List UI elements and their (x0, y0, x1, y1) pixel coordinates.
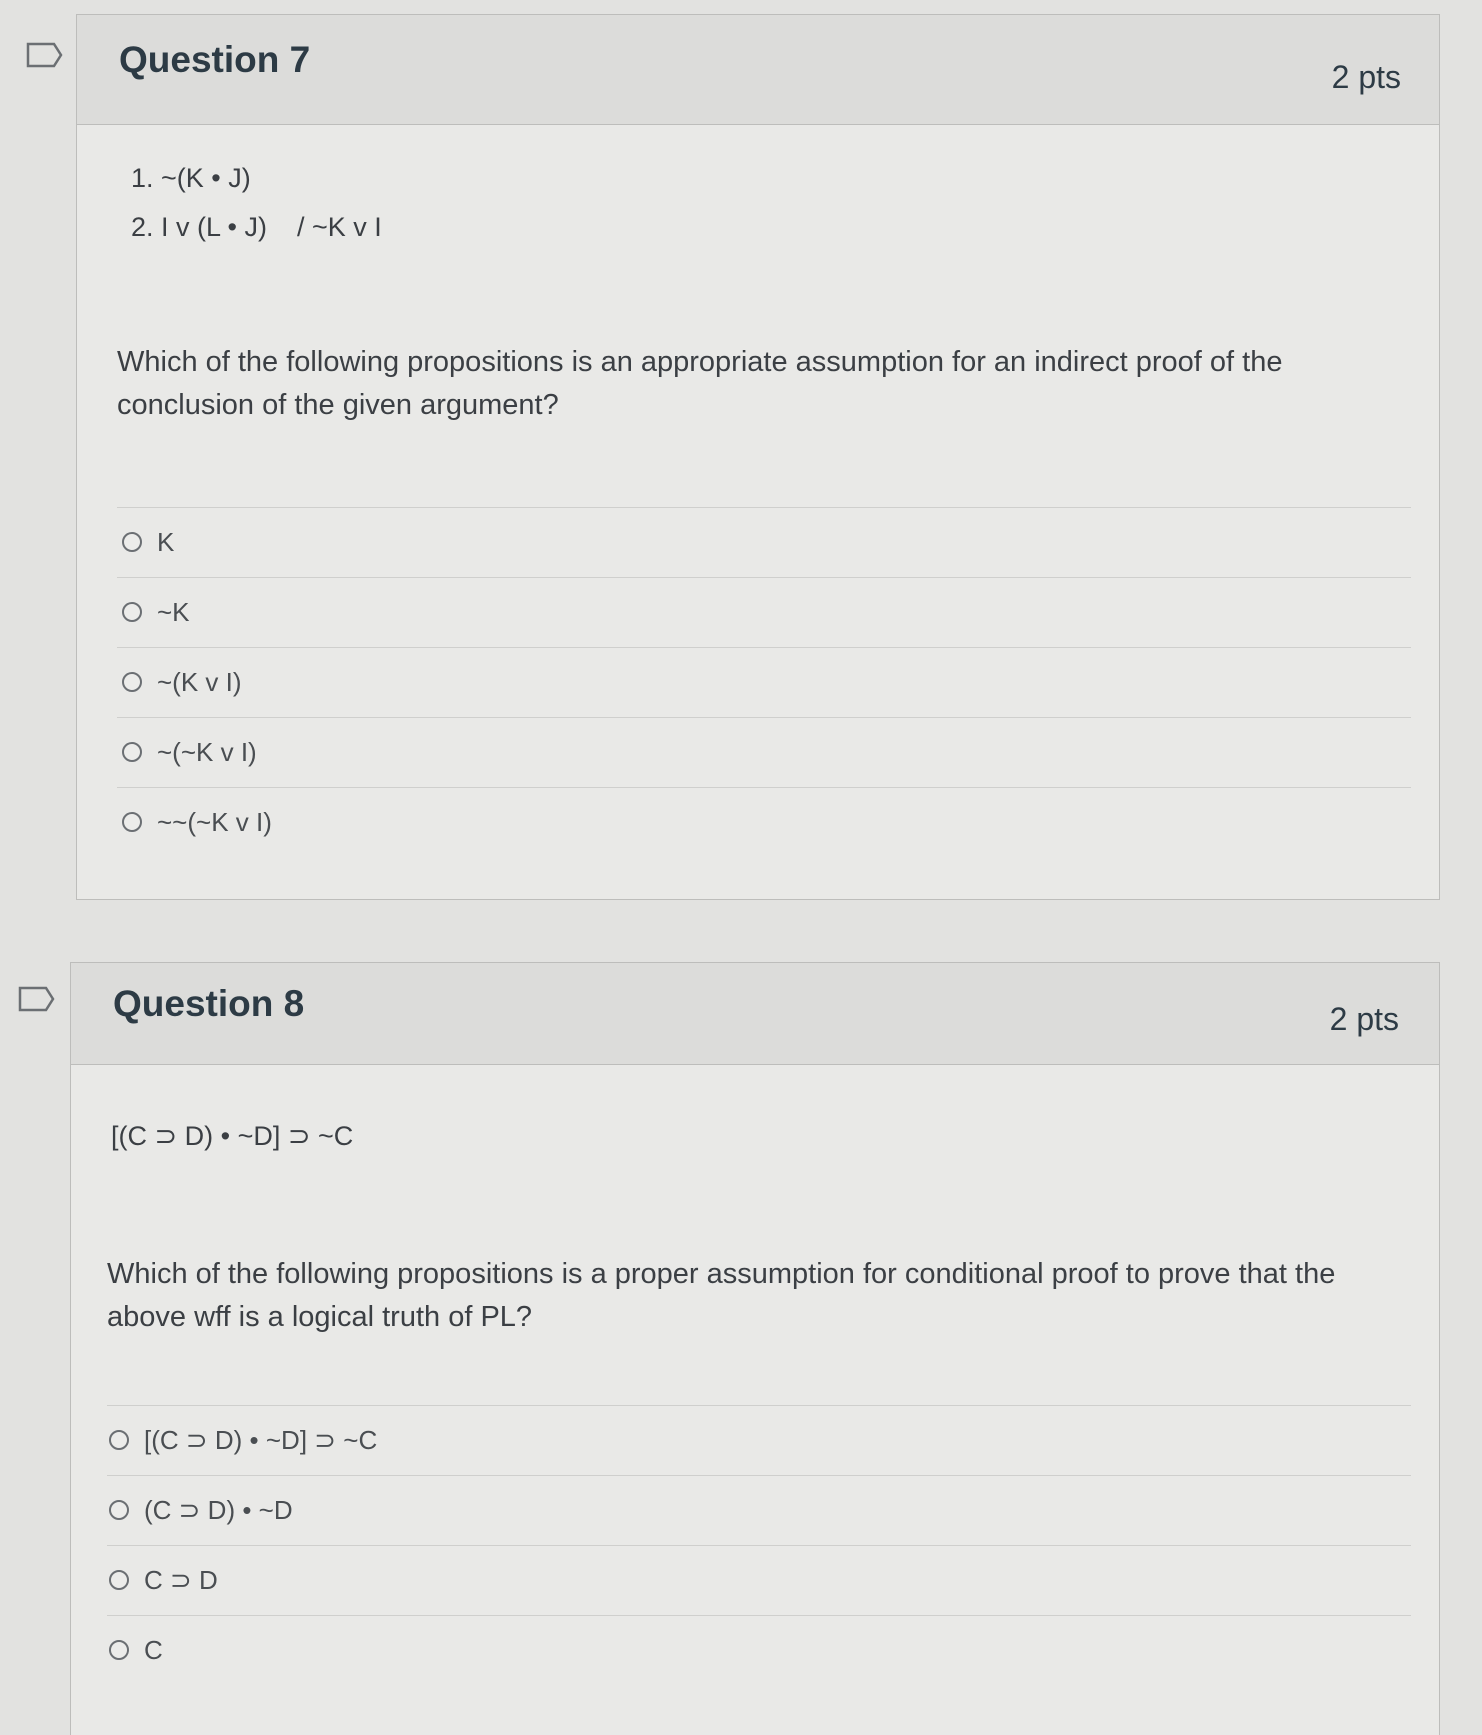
radio-button[interactable] (122, 812, 142, 832)
answer-label: C (144, 1634, 163, 1665)
question-prompt: Which of the following propositions is a proper assumption for conditional proof to prove that the above wff is a logical truth of PL? (107, 1258, 1336, 1333)
question-8-flag-icon[interactable] (18, 986, 48, 1008)
answer-option[interactable] (122, 647, 1439, 717)
answer-label: ~K (157, 596, 190, 627)
premise-line: 2. I v (L • J) / ~K v I (131, 212, 382, 242)
answer-option[interactable] (109, 1615, 1439, 1685)
radio-button[interactable] (109, 1640, 129, 1660)
answer-label: ~(~K v I) (157, 736, 257, 767)
radio-button[interactable] (109, 1430, 129, 1450)
question-title: Question 7 (119, 39, 311, 80)
answer-option[interactable] (109, 1405, 1439, 1475)
question-7-card (76, 14, 1440, 900)
question-title: Question 8 (113, 983, 305, 1024)
wff-formula: [(C ⊃ D) • ~D] ⊃ ~C (111, 1121, 354, 1151)
answer-label: K (157, 526, 175, 557)
question-prompt: Which of the following propositions is an appropriate assumption for an indirect proof of the conclusion of the given argument? (117, 346, 1283, 421)
answer-option[interactable] (122, 507, 1439, 577)
radio-button[interactable] (109, 1570, 129, 1590)
question-8-header (71, 963, 1439, 1065)
radio-button[interactable] (122, 532, 142, 552)
radio-button[interactable] (122, 672, 142, 692)
question-points: 2 pts (1329, 1001, 1399, 1037)
answer-label: [(C ⊃ D) • ~D] ⊃ ~C (144, 1424, 378, 1455)
answer-option[interactable] (122, 577, 1439, 647)
radio-button[interactable] (109, 1500, 129, 1520)
radio-button[interactable] (122, 742, 142, 762)
answer-label: ~(K v I) (157, 666, 242, 697)
answer-label: C ⊃ D (144, 1564, 218, 1595)
answer-option[interactable] (122, 787, 1439, 857)
answer-label: ~~(~K v I) (157, 806, 272, 837)
answer-option[interactable] (109, 1545, 1439, 1615)
answer-option[interactable] (122, 717, 1439, 787)
premise-line: 1. ~(K • J) (131, 163, 251, 193)
radio-button[interactable] (122, 602, 142, 622)
question-points: 2 pts (1331, 59, 1401, 95)
question-7-flag-icon[interactable] (26, 42, 56, 64)
answer-option[interactable] (109, 1475, 1439, 1545)
question-8-card (70, 962, 1440, 1735)
answer-label: (C ⊃ D) • ~D (144, 1494, 293, 1525)
question-7-header (77, 15, 1439, 125)
